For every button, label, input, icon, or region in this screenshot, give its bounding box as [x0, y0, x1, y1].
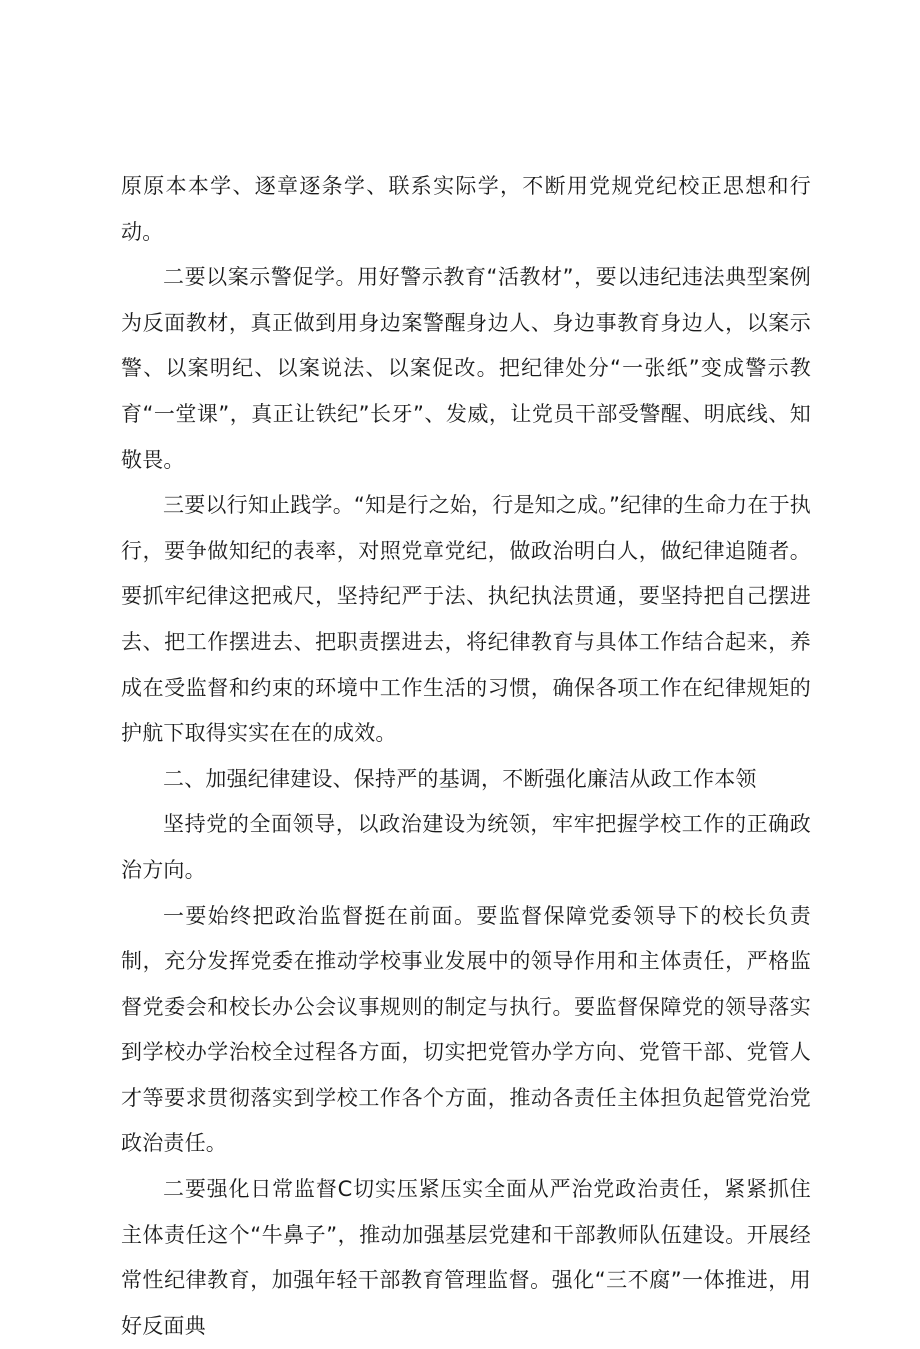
document-body	[121, 164, 811, 1349]
section-heading: 二、加强纪律建设、保持严的基调，不断强化廉洁从政工作本领	[163, 766, 757, 791]
paragraph-case-warning: 二要以案示警促学。用好警示教育“活教材”，要以违纪违法典型案例为反面教材，真正做到用身边案警醒身边人、身边事教育身边人，以案示警、以案明纪、以案说法、以案促改。把纪律处分“一张纸”变成警示教育“一堂课”，真正让铁纪”长牙”、发威，让党员干部受警醒、明底线、知敬畏。	[121, 265, 811, 472]
paragraph-continuation: 原原本本学、逐章逐条学、联系实际学，不断用党规党纪校正思想和行动。	[121, 174, 811, 244]
paragraph-practice-learning: 三要以行知止践学。“知是行之始，行是知之成。”纪律的生命力在于执行，要争做知纪的表率，对照党章党纪，做政治明白人，做纪律追随者。要抓牢纪律这把戒尺，坚持纪严于法、执纪执法贯通，要坚持把自己摆进去、把工作摆进去、把职责摆进去，将纪律教育与具体工作结合起来，养成在受监督和约束的环境中工作生活的习惯，确保各项工作在纪律规矩的护航下取得实实在在的成效。	[121, 493, 811, 746]
paragraph-political-supervision: 一要始终把政治监督挺在前面。要监督保障党委领导下的校长负责制，充分发挥党委在推动学校事业发展中的领导作用和主体责任，严格监督党委会和校长办公会议事规则的制定与执行。要监督保障党的领导落实到学校办学治校全过程各方面，切实把党管办学方向、党管干部、党管人才等要求贯彻落实到学校工作各个方面，推动各责任主体担负起管党治党政治责任。	[121, 903, 811, 1156]
paragraph-daily-supervision: 二要强化日常监督C切实压紧压实全面从严治党政治责任，紧紧抓住主体责任这个“牛鼻子”，推动加强基层党建和干部教师队伍建设。开展经常性纪律教育，加强年轻干部教育管理监督。强化“三不腐”一体推进，用好反面典	[121, 1177, 811, 1338]
paragraph-party-leadership: 坚持党的全面领导，以政治建设为统领，牢牢把握学校工作的正确政治方向。	[121, 812, 811, 882]
